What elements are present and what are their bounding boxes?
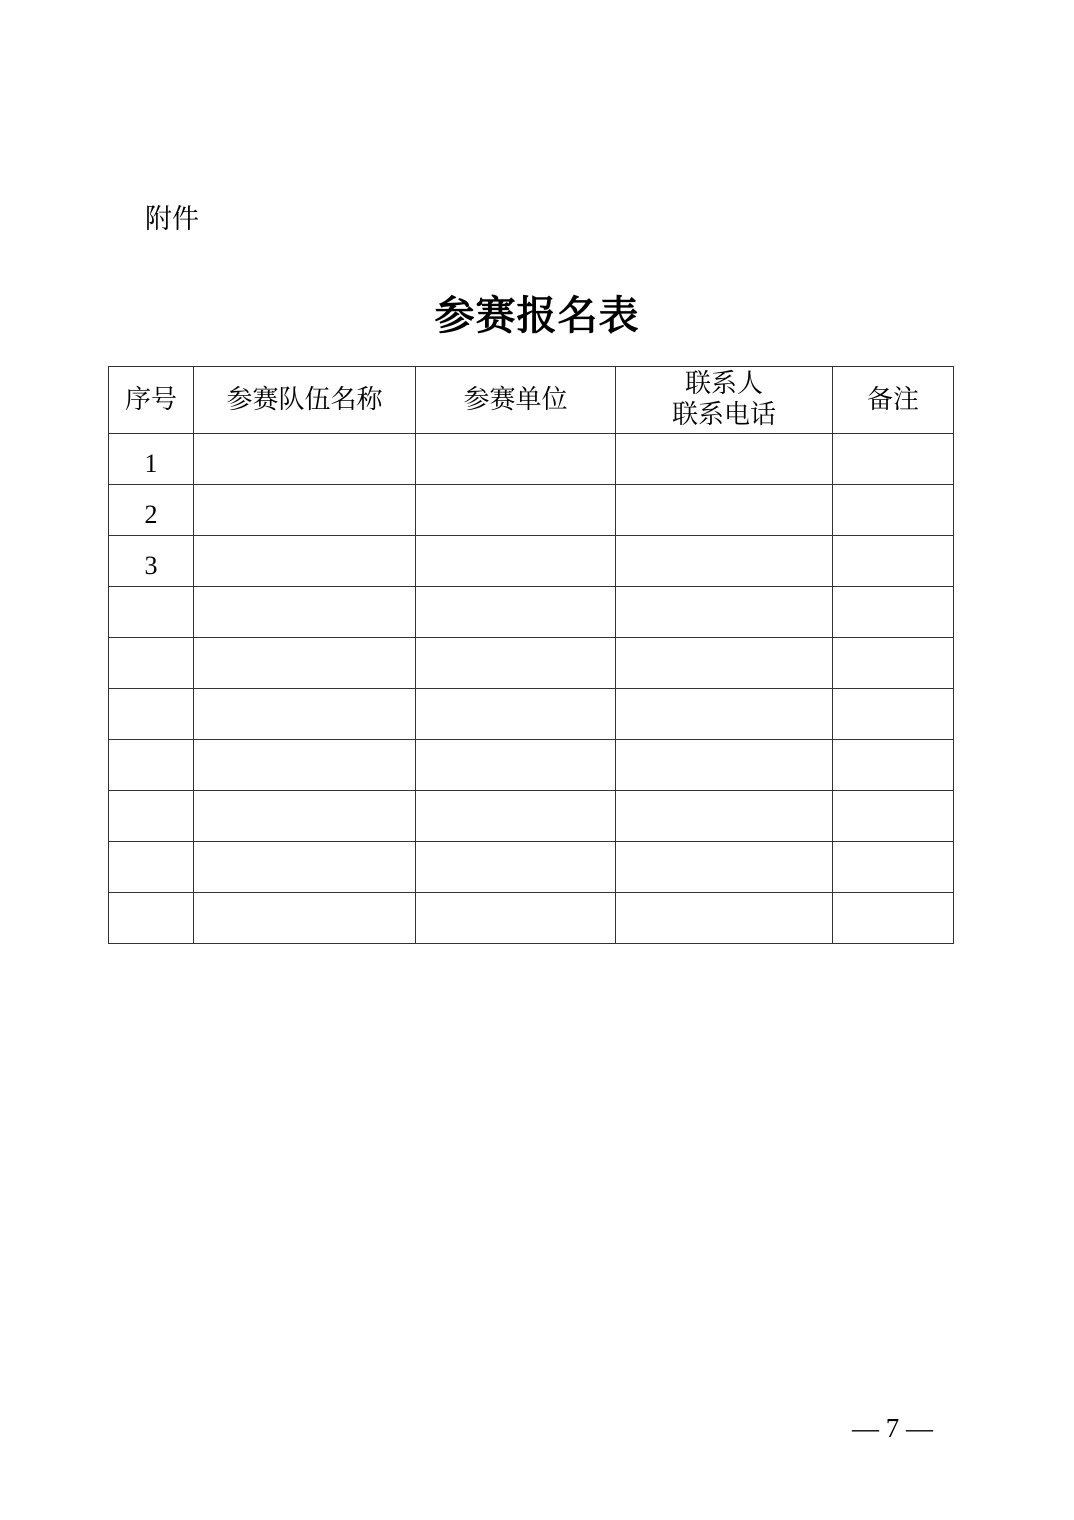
unit-cell[interactable] (416, 893, 616, 944)
team-name-cell[interactable] (194, 740, 416, 791)
attachment-label: 附件 (145, 204, 199, 235)
contact-cell[interactable] (616, 791, 833, 842)
contact-cell[interactable] (616, 893, 833, 944)
team-name-cell[interactable] (194, 434, 416, 485)
team-name-cell[interactable] (194, 587, 416, 638)
remarks-cell[interactable] (833, 842, 954, 893)
remarks-cell[interactable] (833, 689, 954, 740)
seq-cell (109, 791, 194, 842)
unit-cell[interactable] (416, 689, 616, 740)
remarks-cell[interactable] (833, 893, 954, 944)
unit-cell[interactable] (416, 740, 616, 791)
page-number: — 7 — (852, 1413, 933, 1443)
remarks-cell[interactable] (833, 434, 954, 485)
remarks-cell[interactable] (833, 536, 954, 587)
contact-cell[interactable] (616, 485, 833, 536)
contact-cell[interactable] (616, 842, 833, 893)
header-remarks: 备注 (833, 367, 954, 434)
header-contact (616, 367, 833, 434)
seq-cell (109, 689, 194, 740)
remarks-cell[interactable] (833, 485, 954, 536)
team-name-cell[interactable] (194, 536, 416, 587)
table-row (109, 842, 954, 893)
unit-cell[interactable] (416, 842, 616, 893)
table-row (109, 587, 954, 638)
table-row (109, 893, 954, 944)
contact-cell[interactable] (616, 689, 833, 740)
form-title: 参赛报名表 (434, 292, 640, 339)
team-name-cell[interactable] (194, 638, 416, 689)
unit-cell[interactable] (416, 587, 616, 638)
remarks-cell[interactable] (833, 638, 954, 689)
table-row (109, 536, 954, 587)
contact-cell[interactable] (616, 434, 833, 485)
unit-cell[interactable] (416, 791, 616, 842)
seq-cell (109, 842, 194, 893)
team-name-cell[interactable] (194, 893, 416, 944)
unit-cell[interactable] (416, 638, 616, 689)
remarks-cell[interactable] (833, 740, 954, 791)
contact-cell[interactable] (616, 740, 833, 791)
seq-cell (109, 893, 194, 944)
seq-cell (109, 638, 194, 689)
contact-cell[interactable] (616, 536, 833, 587)
team-name-cell[interactable] (194, 689, 416, 740)
seq-cell: 1 (109, 434, 194, 485)
table-row (109, 485, 954, 536)
registration-table (108, 366, 954, 944)
remarks-cell[interactable] (833, 791, 954, 842)
team-name-cell[interactable] (194, 842, 416, 893)
seq-cell: 3 (109, 536, 194, 587)
table-row (109, 638, 954, 689)
unit-cell[interactable] (416, 434, 616, 485)
table-row (109, 740, 954, 791)
contact-cell[interactable] (616, 587, 833, 638)
table-row (109, 689, 954, 740)
header-contact-phone: 联系电话 (671, 400, 776, 430)
header-row (109, 367, 954, 434)
remarks-cell[interactable] (833, 587, 954, 638)
team-name-cell[interactable] (194, 791, 416, 842)
table-row (109, 791, 954, 842)
team-name-cell[interactable] (194, 485, 416, 536)
unit-cell[interactable] (416, 485, 616, 536)
unit-cell[interactable] (416, 536, 616, 587)
contact-cell[interactable] (616, 638, 833, 689)
header-contact-person: 联系人 (684, 369, 763, 399)
header-unit: 参赛单位 (416, 367, 616, 434)
table-row (109, 434, 954, 485)
seq-cell (109, 587, 194, 638)
header-seq: 序号 (109, 367, 194, 434)
seq-cell (109, 740, 194, 791)
seq-cell: 2 (109, 485, 194, 536)
header-team-name: 参赛队伍名称 (194, 367, 416, 434)
